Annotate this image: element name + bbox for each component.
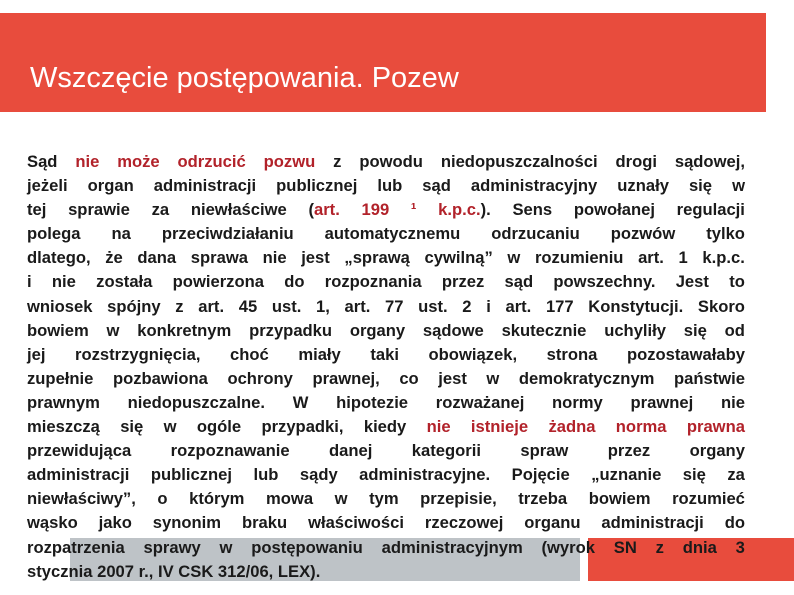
text-segment: mowa xyxy=(266,489,314,509)
text-segment: konkretnym xyxy=(137,320,232,340)
highlighted-phrase: odrzucić xyxy=(177,152,246,171)
text-segment: rozumieniu xyxy=(534,248,624,268)
text-segment: administracyjny xyxy=(470,176,598,196)
text-segment: w xyxy=(334,489,348,509)
text-segment: państwie xyxy=(673,368,745,388)
text-segment: strona xyxy=(546,344,598,364)
text-segment: się xyxy=(683,320,707,340)
text-line xyxy=(27,367,745,391)
text-segment: za xyxy=(727,465,745,485)
text-segment: hipotezie xyxy=(336,392,409,412)
text-segment: wąsko xyxy=(27,513,78,533)
highlighted-phrase: art. xyxy=(314,200,340,220)
text-segment: ochrony xyxy=(227,368,293,388)
text-segment: W xyxy=(292,392,309,412)
text-line xyxy=(27,246,745,270)
text-segment: trzeba xyxy=(518,489,568,509)
text-segment: k.p.c. xyxy=(702,248,745,268)
text-segment: w xyxy=(163,417,177,437)
text-segment: właściwości xyxy=(308,513,404,533)
text-segment: zupełnie xyxy=(27,368,94,388)
word-group xyxy=(438,198,491,222)
text-segment: lub xyxy=(377,176,403,196)
text-segment: jest xyxy=(301,248,330,268)
text-segment: 77 xyxy=(385,296,404,316)
text-segment: nie xyxy=(262,248,287,268)
text-segment: sprawa xyxy=(190,248,248,268)
text-segment: z xyxy=(655,537,664,557)
text-segment: ). xyxy=(480,200,491,220)
text-segment: spójny xyxy=(107,296,161,316)
text-segment: 1 xyxy=(678,248,688,268)
text-segment: niewłaściwy”, xyxy=(27,489,136,509)
slide-title: Wszczęcie postępowania. Pozew xyxy=(30,62,459,94)
text-segment: rozpoznania xyxy=(324,272,422,292)
text-segment: (wyrok xyxy=(541,537,595,557)
text-segment: art. xyxy=(505,296,532,316)
text-segment: polega xyxy=(27,224,81,244)
text-segment: administracji xyxy=(153,176,257,196)
text-segment: drogi xyxy=(615,152,657,171)
highlighted-phrase: może xyxy=(117,152,160,171)
text-segment: administracyjnym xyxy=(381,537,523,557)
text-segment: powodu xyxy=(359,152,423,171)
text-segment: art. xyxy=(638,248,664,268)
text-segment: do xyxy=(284,272,305,292)
text-segment: organu xyxy=(524,513,581,533)
text-segment: automatycznemu xyxy=(324,224,461,244)
text-segment: przez xyxy=(607,441,651,461)
text-segment: organ xyxy=(87,176,134,196)
text-segment: publicznej xyxy=(150,465,232,485)
highlighted-phrase: nie xyxy=(426,417,451,437)
text-segment: sądowe xyxy=(422,320,484,340)
text-line xyxy=(27,222,745,246)
highlighted-phrase: ¹ xyxy=(410,200,417,220)
text-segment: sądy xyxy=(299,465,338,485)
text-segment: tym xyxy=(369,489,399,509)
text-segment: bowiem xyxy=(27,320,89,340)
text-segment: postępowaniu xyxy=(251,537,363,557)
word-group xyxy=(308,198,339,222)
highlighted-phrase: norma xyxy=(615,417,667,437)
text-line xyxy=(27,343,745,367)
text-segment: niedopuszczalne. xyxy=(127,392,265,412)
text-segment: „uznanie xyxy=(591,465,662,485)
text-line xyxy=(27,319,745,343)
text-segment: tylko xyxy=(706,224,745,244)
text-line xyxy=(27,174,745,198)
text-segment: się xyxy=(120,417,144,437)
text-segment: taki xyxy=(370,344,399,364)
text-segment: że xyxy=(105,248,123,268)
text-segment: jest xyxy=(438,368,467,388)
text-segment: pozostawałaby xyxy=(626,344,745,364)
text-segment: się xyxy=(682,465,706,485)
text-line xyxy=(27,487,745,511)
text-segment: w xyxy=(219,537,233,557)
highlighted-phrase: pozwu xyxy=(263,152,316,171)
text-segment: do xyxy=(724,513,745,533)
text-segment: ust. xyxy=(271,296,302,316)
text-segment: od xyxy=(724,320,745,340)
text-segment: 1, xyxy=(316,296,330,316)
text-segment: z xyxy=(333,152,342,171)
text-segment: nie xyxy=(720,392,745,412)
text-segment: o xyxy=(157,489,168,509)
text-segment: jej xyxy=(27,344,46,364)
text-segment: SN xyxy=(613,537,637,557)
text-segment: Jest xyxy=(675,272,709,292)
text-segment: administracji xyxy=(601,513,704,533)
text-segment: powszechny. xyxy=(553,272,656,292)
highlighted-phrase: istnieje xyxy=(470,417,529,437)
text-segment: kategorii xyxy=(411,441,481,461)
text-segment: przez xyxy=(441,272,485,292)
text-line xyxy=(27,463,745,487)
text-segment: 177 xyxy=(545,296,574,316)
text-segment: rzeczowej xyxy=(424,513,504,533)
text-segment: rozstrzygnięcia, xyxy=(75,344,201,364)
text-segment: odrzucaniu xyxy=(491,224,580,244)
text-segment: na xyxy=(111,224,131,244)
text-segment: spraw xyxy=(520,441,569,461)
text-line xyxy=(27,150,745,174)
text-segment: skutecznie xyxy=(501,320,587,340)
highlighted-phrase: prawna xyxy=(686,417,745,437)
text-segment: w xyxy=(486,368,500,388)
text-segment: i xyxy=(27,272,32,292)
text-segment: uchyliły xyxy=(604,320,666,340)
text-segment: przypadku xyxy=(249,320,333,340)
highlighted-phrase: żadna xyxy=(548,417,596,437)
text-segment: synonim xyxy=(152,513,222,533)
text-segment: została xyxy=(96,272,153,292)
text-segment: przepisie, xyxy=(420,489,497,509)
text-segment: dana xyxy=(137,248,177,268)
text-segment: miały xyxy=(298,344,341,364)
text-segment: ogóle xyxy=(196,417,242,437)
text-line xyxy=(27,391,745,415)
text-segment: w xyxy=(106,320,120,340)
text-segment: art. xyxy=(198,296,225,316)
text-segment: cywilną” xyxy=(424,248,493,268)
text-segment: stycznia 2007 r., IV CSK 312/06, LEX). xyxy=(27,561,321,581)
text-line xyxy=(27,198,745,222)
highlighted-phrase: 199 xyxy=(361,200,390,220)
text-segment: art. xyxy=(344,296,371,316)
text-segment: jako xyxy=(98,513,132,533)
text-segment: dnia xyxy=(682,537,717,557)
text-segment: którym xyxy=(189,489,245,509)
text-segment: ( xyxy=(308,200,314,220)
text-segment: powołanej xyxy=(573,200,655,220)
text-segment: organy xyxy=(349,320,406,340)
text-segment: ust. xyxy=(418,296,448,316)
text-segment: rozpoznawanie xyxy=(170,441,290,461)
text-segment: to xyxy=(729,272,745,292)
text-segment: jeżeli xyxy=(27,176,68,196)
text-line xyxy=(27,295,745,319)
text-segment: rozważanej xyxy=(435,392,525,412)
text-segment: demokratycznym xyxy=(518,368,655,388)
text-segment: w xyxy=(507,248,521,268)
text-segment: niedopuszczalności xyxy=(440,152,598,171)
text-segment: choć xyxy=(230,344,269,364)
text-segment: 45 xyxy=(238,296,258,316)
text-segment: normy xyxy=(552,392,603,412)
text-line xyxy=(27,536,745,560)
text-segment: sprawie xyxy=(68,200,130,220)
text-segment: prawnej xyxy=(630,392,694,412)
text-segment: sprawy xyxy=(143,537,201,557)
highlighted-phrase: nie xyxy=(75,152,100,171)
text-line xyxy=(27,439,745,463)
text-segment: Sąd xyxy=(27,152,58,171)
text-segment: w xyxy=(732,176,745,196)
text-segment: kiedy xyxy=(363,417,407,437)
text-segment: pozbawiona xyxy=(112,368,208,388)
text-segment: regulacji xyxy=(676,200,745,220)
text-segment: z xyxy=(175,296,184,316)
text-segment: mieszczą xyxy=(27,417,100,437)
text-segment: Pojęcie xyxy=(511,465,570,485)
text-segment: lub xyxy=(253,465,279,485)
text-line xyxy=(27,560,745,584)
text-segment: publicznej xyxy=(276,176,358,196)
text-segment: przewidująca xyxy=(27,441,132,461)
text-segment: nie xyxy=(51,272,76,292)
text-segment: przeciwdziałaniu xyxy=(161,224,294,244)
text-segment: sądowej, xyxy=(674,152,745,171)
text-segment: tej xyxy=(27,200,47,220)
text-segment: uznały xyxy=(617,176,669,196)
text-segment: przypadki, xyxy=(261,417,344,437)
text-line xyxy=(27,415,745,439)
text-segment: wniosek xyxy=(27,296,93,316)
text-segment: administracyjne. xyxy=(359,465,491,485)
text-segment: się xyxy=(688,176,713,196)
text-segment: powierzona xyxy=(172,272,264,292)
text-segment: co xyxy=(399,368,419,388)
text-segment: za xyxy=(151,200,170,220)
body-paragraph xyxy=(27,150,745,584)
text-segment: dlatego, xyxy=(27,248,91,268)
text-segment: obowiązek, xyxy=(428,344,518,364)
text-line xyxy=(27,511,745,535)
text-segment: braku xyxy=(241,513,288,533)
text-segment: Konstytucji. xyxy=(588,296,684,316)
text-segment: 3 xyxy=(735,537,745,557)
text-segment: rozpatrzenia xyxy=(27,537,125,557)
text-line xyxy=(27,270,745,294)
text-segment: 2 xyxy=(462,296,472,316)
highlighted-phrase: k.p.c. xyxy=(438,200,481,220)
text-segment: rozumieć xyxy=(672,489,745,509)
text-segment: administracji xyxy=(27,465,130,485)
text-segment: danej xyxy=(329,441,373,461)
text-segment: pozwów xyxy=(610,224,676,244)
text-segment: niewłaściwe xyxy=(190,200,287,220)
text-segment: prawnym xyxy=(27,392,100,412)
text-segment: sąd xyxy=(504,272,534,292)
text-segment: „sprawą xyxy=(344,248,410,268)
text-segment: sąd xyxy=(422,176,451,196)
text-segment: Skoro xyxy=(697,296,745,316)
text-segment: Sens xyxy=(512,200,553,220)
text-segment: prawnej, xyxy=(312,368,380,388)
text-segment: organy xyxy=(689,441,745,461)
text-segment: bowiem xyxy=(588,489,651,509)
text-segment: i xyxy=(486,296,491,316)
